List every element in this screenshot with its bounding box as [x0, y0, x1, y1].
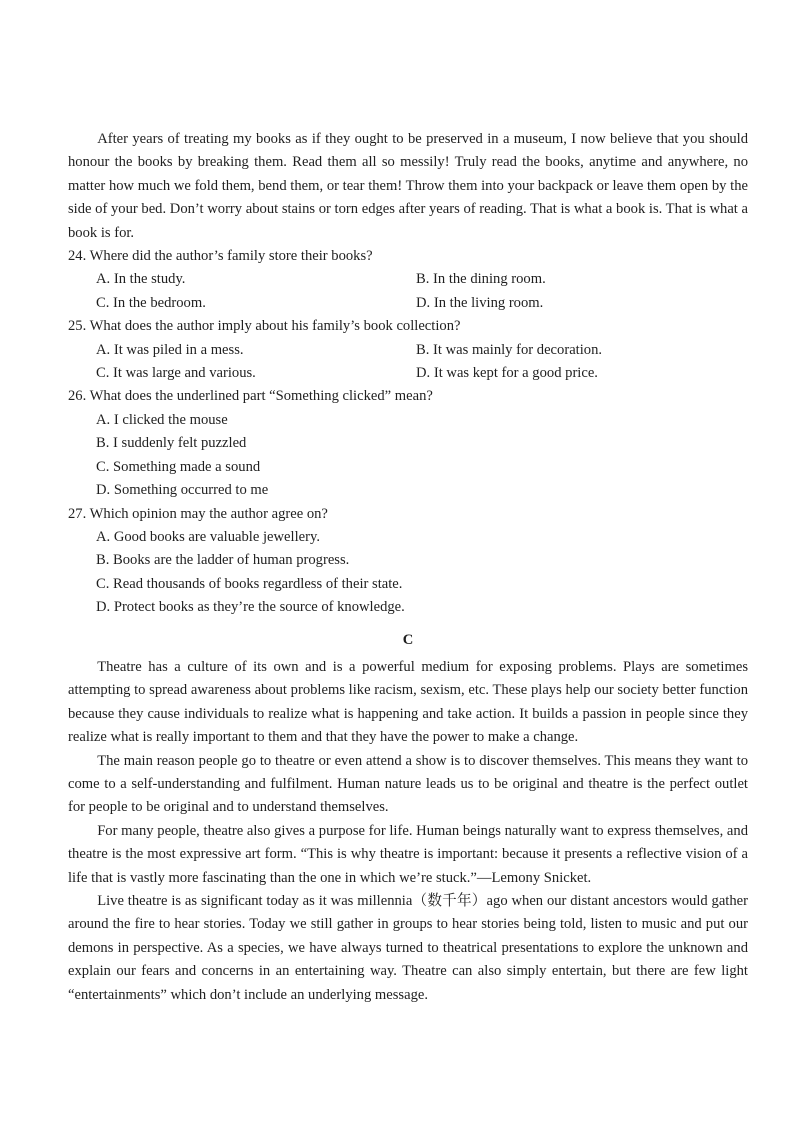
option-c: C. Something made a sound: [96, 458, 261, 475]
options-grid: [68, 339, 748, 386]
section-heading: C: [402, 631, 414, 648]
option-c: C. In the bedroom.: [96, 294, 206, 311]
option-b: B. I suddenly felt puzzled: [96, 435, 247, 452]
question-stem: 26. What does the underlined part “Something clicked” mean?: [68, 388, 433, 405]
option-c: C. Read thousands of books regardless of their state.: [96, 575, 403, 592]
options-grid: [68, 268, 748, 315]
section-c-paragraph-3: For many people, theatre also gives a purpose for life. Human beings naturally want to express themselves, and theatre is the most expressive art form. “This is why theatre is important: because it presents a reflective vision of a life that is vastly more fascinating than the one in which we’re stuck.”—Lemony Snicket.: [68, 822, 748, 886]
exam-page: [68, 128, 748, 1007]
option-b: B. Books are the ladder of human progress.: [96, 552, 350, 569]
question-stem: 25. What does the author imply about his family’s book collection?: [68, 318, 461, 335]
option-d: D. Something occurred to me: [96, 482, 269, 499]
passage-b-final-paragraph: After years of treating my books as if they ought to be preserved in a museum, I now believe that you should honour the books by breaking them. Read them all so messily! Truly read the books, anytime and anywhere, no matter how much we fold them, bend them, or tear them! Throw them into your backpack or leave them open by the side of your bed. Don’t worry about stains or torn edges after years of reading. That is what a book is. That is what a book is for.: [68, 131, 748, 241]
option-d: D. In the living room.: [416, 294, 544, 311]
option-b: B. In the dining room.: [416, 271, 546, 288]
option-a: A. In the study.: [96, 271, 186, 288]
option-c: C. It was large and various.: [96, 365, 256, 382]
option-d: D. It was kept for a good price.: [416, 365, 598, 382]
question-stem: 24. Where did the author’s family store their books?: [68, 248, 373, 265]
section-c-paragraph-4: Live theatre is as significant today as it was millennia（数千年）ago when our distant ancestors would gather around the fire to hear stories. Today we still gather in groups to hear stories being told, listen to music and put our demons in perspective. As a species, we have always turned to theatrical presentations to explore the unknown and explain our fears and concerns in an entertaining way. Theatre can also simply entertain, but there are few light “entertainments” which don’t include an underlying message.: [68, 893, 748, 1003]
question-27: [68, 503, 748, 620]
question-24: [68, 245, 748, 315]
option-a: A. It was piled in a mess.: [96, 341, 244, 358]
section-c-paragraph-2: The main reason people go to theatre or even attend a show is to discover themselves. This means they want to come to a self-understanding and fulfilment. Human nature leads us to be original and theatre is the perfect outlet for people to be original and to understand themselves.: [68, 752, 748, 816]
option-a: A. Good books are valuable jewellery.: [96, 528, 320, 545]
section-c-paragraph-1: Theatre has a culture of its own and is a powerful medium for exposing problems. Plays are sometimes attempting to spread awareness about problems like racism, sexism, etc. These plays help our society better function because they cause individuals to realize what is happening and take action. It builds a passion in people since they realize what is really important to them and that they have the power to make a change.: [68, 658, 748, 746]
option-a: A. I clicked the mouse: [96, 411, 228, 428]
options-list: [68, 526, 748, 620]
question-stem: 27. Which opinion may the author agree on?: [68, 505, 328, 522]
options-list: [68, 409, 748, 503]
option-b: B. It was mainly for decoration.: [416, 341, 603, 358]
question-26: [68, 385, 748, 502]
question-25: [68, 315, 748, 385]
option-d: D. Protect books as they’re the source of knowledge.: [96, 599, 405, 616]
